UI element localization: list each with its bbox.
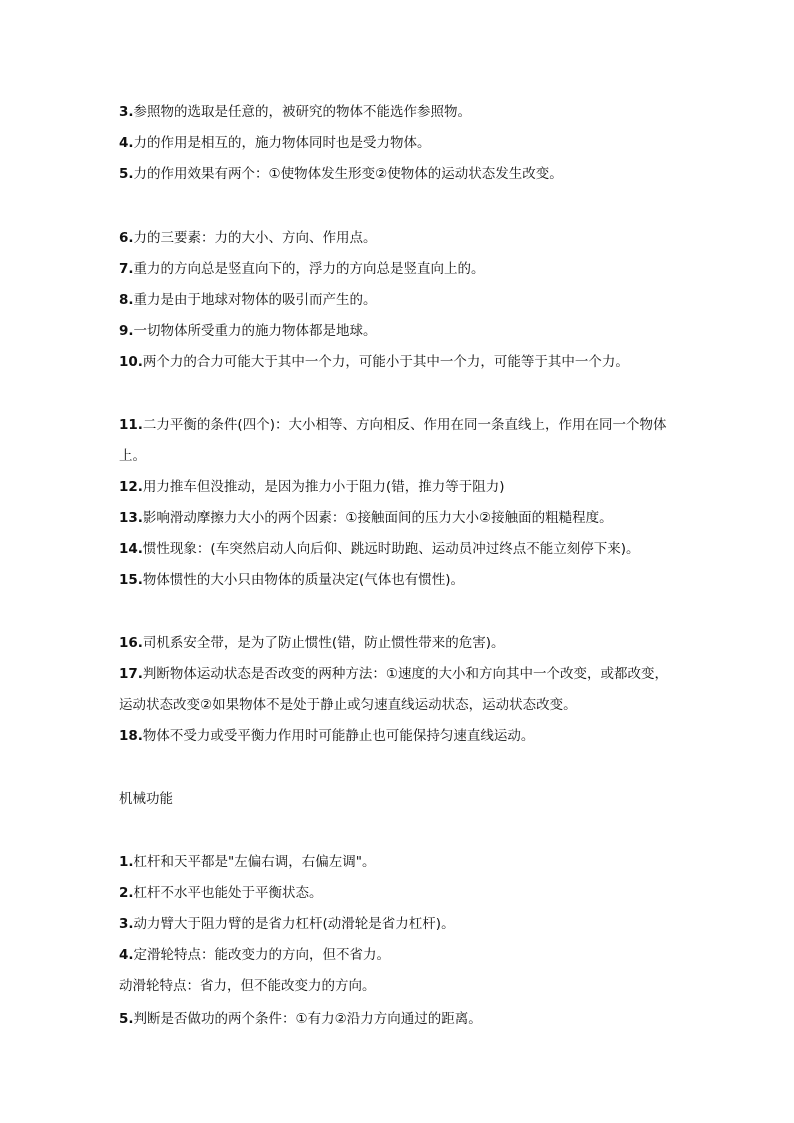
list-item (119, 852, 699, 872)
item-number: 12. (119, 479, 143, 495)
item-text: 物体不受力或受平衡力作用时可能静止也可能保持匀速直线运动。 (142, 728, 535, 744)
item-text: 司机系安全带，是为了防止惯性(错，防止惯性带来的危害)。 (142, 635, 505, 651)
item-number: 5. (119, 1011, 134, 1027)
list-item (119, 133, 699, 153)
item-number: 3. (119, 104, 134, 120)
list-item (119, 664, 699, 684)
item-text: 判断物体运动状态是否改变的两种方法：①速度的大小和方向其中一个改变，或都改变， (142, 666, 669, 682)
list-item (119, 228, 699, 248)
item-text: 二力平衡的条件(四个)：大小相等、方向相反、作用在同一条直线上，作用在同一个物体 (142, 417, 667, 433)
item-number: 6. (119, 230, 134, 246)
list-item-continuation (119, 695, 699, 715)
item-number: 1. (119, 854, 134, 870)
item-text: 动力臂大于阻力臂的是省力杠杆(动滑轮是省力杠杆)。 (133, 916, 455, 932)
list-item (119, 164, 699, 184)
list-item (119, 914, 699, 934)
list-item (119, 352, 699, 372)
list-item-continuation (119, 976, 699, 996)
list-item (119, 570, 699, 590)
item-text: 力的三要素：力的大小、方向、作用点。 (133, 230, 377, 246)
list-item (119, 883, 699, 903)
item-number: 7. (119, 261, 134, 277)
item-number: 3. (119, 916, 134, 932)
item-text: 力的作用是相互的，施力物体同时也是受力物体。 (133, 135, 431, 151)
item-number: 4. (119, 947, 134, 963)
item-number: 8. (119, 292, 134, 308)
list-item (119, 726, 699, 746)
list-item (119, 415, 699, 435)
item-text: 重力是由于地球对物体的吸引而产生的。 (133, 292, 377, 308)
item-text: 影响滑动摩擦力大小的两个因素：①接触面间的压力大小②接触面的粗糙程度。 (142, 510, 613, 526)
list-item (119, 633, 699, 653)
item-text: 重力的方向总是竖直向下的，浮力的方向总是竖直向上的。 (133, 261, 485, 277)
list-item-continuation (119, 446, 699, 466)
list-item (119, 321, 699, 341)
list-item (119, 477, 699, 497)
list-item (119, 259, 699, 279)
section-heading: 机械功能 (119, 791, 173, 807)
item-number: 5. (119, 166, 134, 182)
item-text: 力的作用效果有两个：①使物体发生形变②使物体的运动状态发生改变。 (133, 166, 563, 182)
item-text: 惯性现象：(车突然启动人向后仰、跳远时助跑、运动员冲过终点不能立刻停下来)。 (142, 541, 640, 557)
item-number: 16. (119, 635, 143, 651)
item-number: 4. (119, 135, 134, 151)
item-number: 11. (119, 417, 143, 433)
list-item (119, 290, 699, 310)
item-text: 一切物体所受重力的施力物体都是地球。 (133, 323, 377, 339)
item-number: 2. (119, 885, 134, 901)
item-number: 10. (119, 354, 143, 370)
item-number: 9. (119, 323, 134, 339)
list-item (119, 539, 699, 559)
item-text: 定滑轮特点：能改变力的方向，但不省力。 (133, 947, 391, 963)
item-text: 两个力的合力可能大于其中一个力，可能小于其中一个力，可能等于其中一个力。 (142, 354, 629, 370)
item-text: 杠杆和天平都是"左偏右调，右偏左调"。 (133, 854, 376, 870)
item-text: 动滑轮特点：省力，但不能改变力的方向。 (119, 978, 376, 994)
item-number: 18. (119, 728, 143, 744)
item-number: 14. (119, 541, 143, 557)
list-item (119, 102, 699, 122)
list-item (119, 1009, 699, 1029)
list-item (119, 945, 699, 965)
item-text: 杠杆不水平也能处于平衡状态。 (133, 885, 323, 901)
list-item (119, 508, 699, 528)
item-text: 上。 (119, 448, 146, 464)
item-text: 判断是否做功的两个条件：①有力②沿力方向通过的距离。 (133, 1011, 482, 1027)
item-number: 15. (119, 572, 143, 588)
item-text: 用力推车但没推动，是因为推力小于阻力(错，推力等于阻力) (142, 479, 505, 495)
item-text: 参照物的选取是任意的，被研究的物体不能选作参照物。 (133, 104, 472, 120)
item-text: 物体惯性的大小只由物体的质量决定(气体也有惯性)。 (142, 572, 464, 588)
item-number: 13. (119, 510, 143, 526)
item-number: 17. (119, 666, 143, 682)
item-text: 运动状态改变②如果物体不是处于静止或匀速直线运动状态，运动状态改变。 (119, 697, 577, 713)
